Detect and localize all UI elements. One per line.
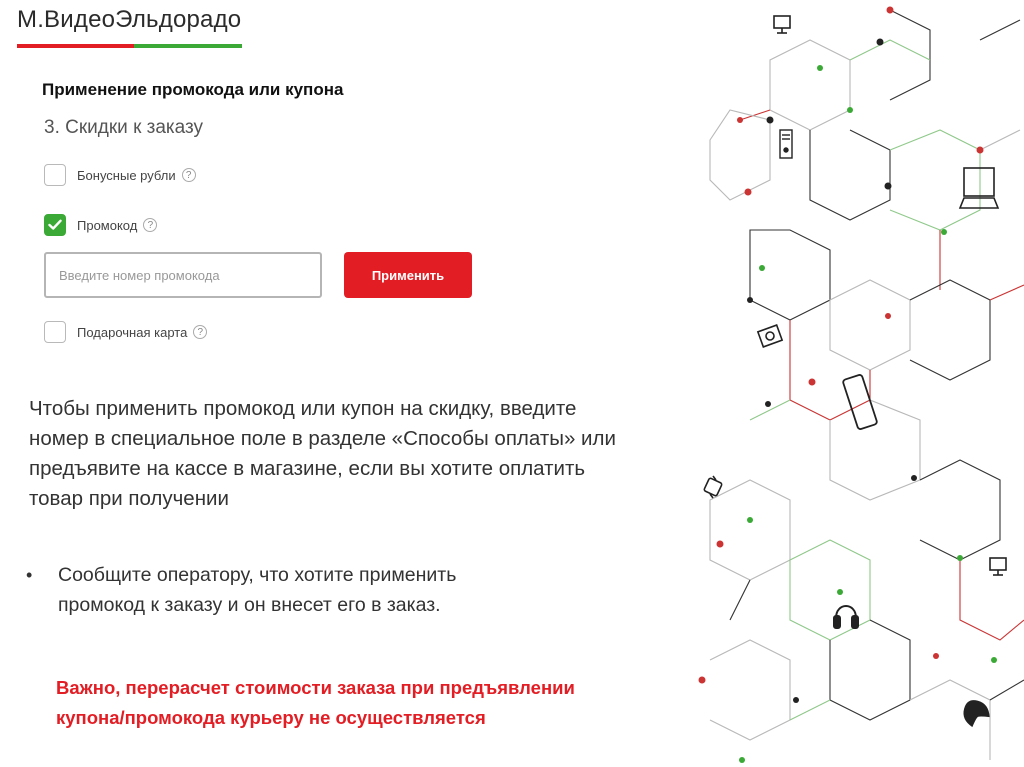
option-promocode[interactable] xyxy=(44,214,157,236)
apply-button[interactable]: Применить xyxy=(344,252,472,298)
camera-icon xyxy=(758,325,782,347)
help-icon[interactable]: ? xyxy=(193,325,207,339)
brand-logo-text: М.ВидеоЭльдорадо xyxy=(17,6,242,33)
checkmark-icon xyxy=(48,219,62,231)
section-title: 3. Скидки к заказу xyxy=(44,117,204,138)
warning-text: Важно, перерасчет стоимости заказа при предъявлении купона/промокода курьеру не осуществляется xyxy=(56,677,575,728)
gift-card-label: Подарочная карта xyxy=(77,324,188,340)
laptop-icon xyxy=(960,168,998,208)
bullet-text: Сообщите оператору, что хотите применить промокод к заказу и он внесет его в заказ. xyxy=(58,564,457,616)
page-heading: Применение промокода или купона xyxy=(42,80,344,99)
monitor-icon xyxy=(990,558,1006,575)
gamepad-icon xyxy=(958,695,992,728)
headphones-icon xyxy=(834,606,858,628)
option-bonus-rubles[interactable] xyxy=(44,164,196,186)
help-icon[interactable]: ? xyxy=(182,168,196,182)
help-icon[interactable]: ? xyxy=(143,218,157,232)
promocode-input[interactable] xyxy=(44,252,322,298)
option-gift-card[interactable] xyxy=(44,321,207,343)
bullet-item xyxy=(26,560,478,620)
promocode-checkbox[interactable] xyxy=(44,214,66,236)
smartphone-icon xyxy=(842,374,877,430)
bonus-checkbox[interactable] xyxy=(44,164,66,186)
promocode-label: Промокод xyxy=(77,217,138,233)
decorative-hexagon-network xyxy=(690,0,1024,767)
logo-red-stripe xyxy=(17,44,134,48)
bonus-label: Бонусные рубли xyxy=(77,167,176,183)
monitor-icon xyxy=(774,16,790,33)
pc-tower-icon xyxy=(780,130,792,158)
instruction-text: Чтобы применить промокод или купон на скидку, введите номер в специальное поле в разделе «Способы оплаты» или предъявите на кассе в магазине, если вы хотите оплатить товар при получении xyxy=(29,397,616,510)
brand-logo-underline xyxy=(17,44,242,48)
bullet-marker: • xyxy=(26,565,33,585)
gift-card-checkbox[interactable] xyxy=(44,321,66,343)
logo-green-stripe xyxy=(134,44,242,48)
